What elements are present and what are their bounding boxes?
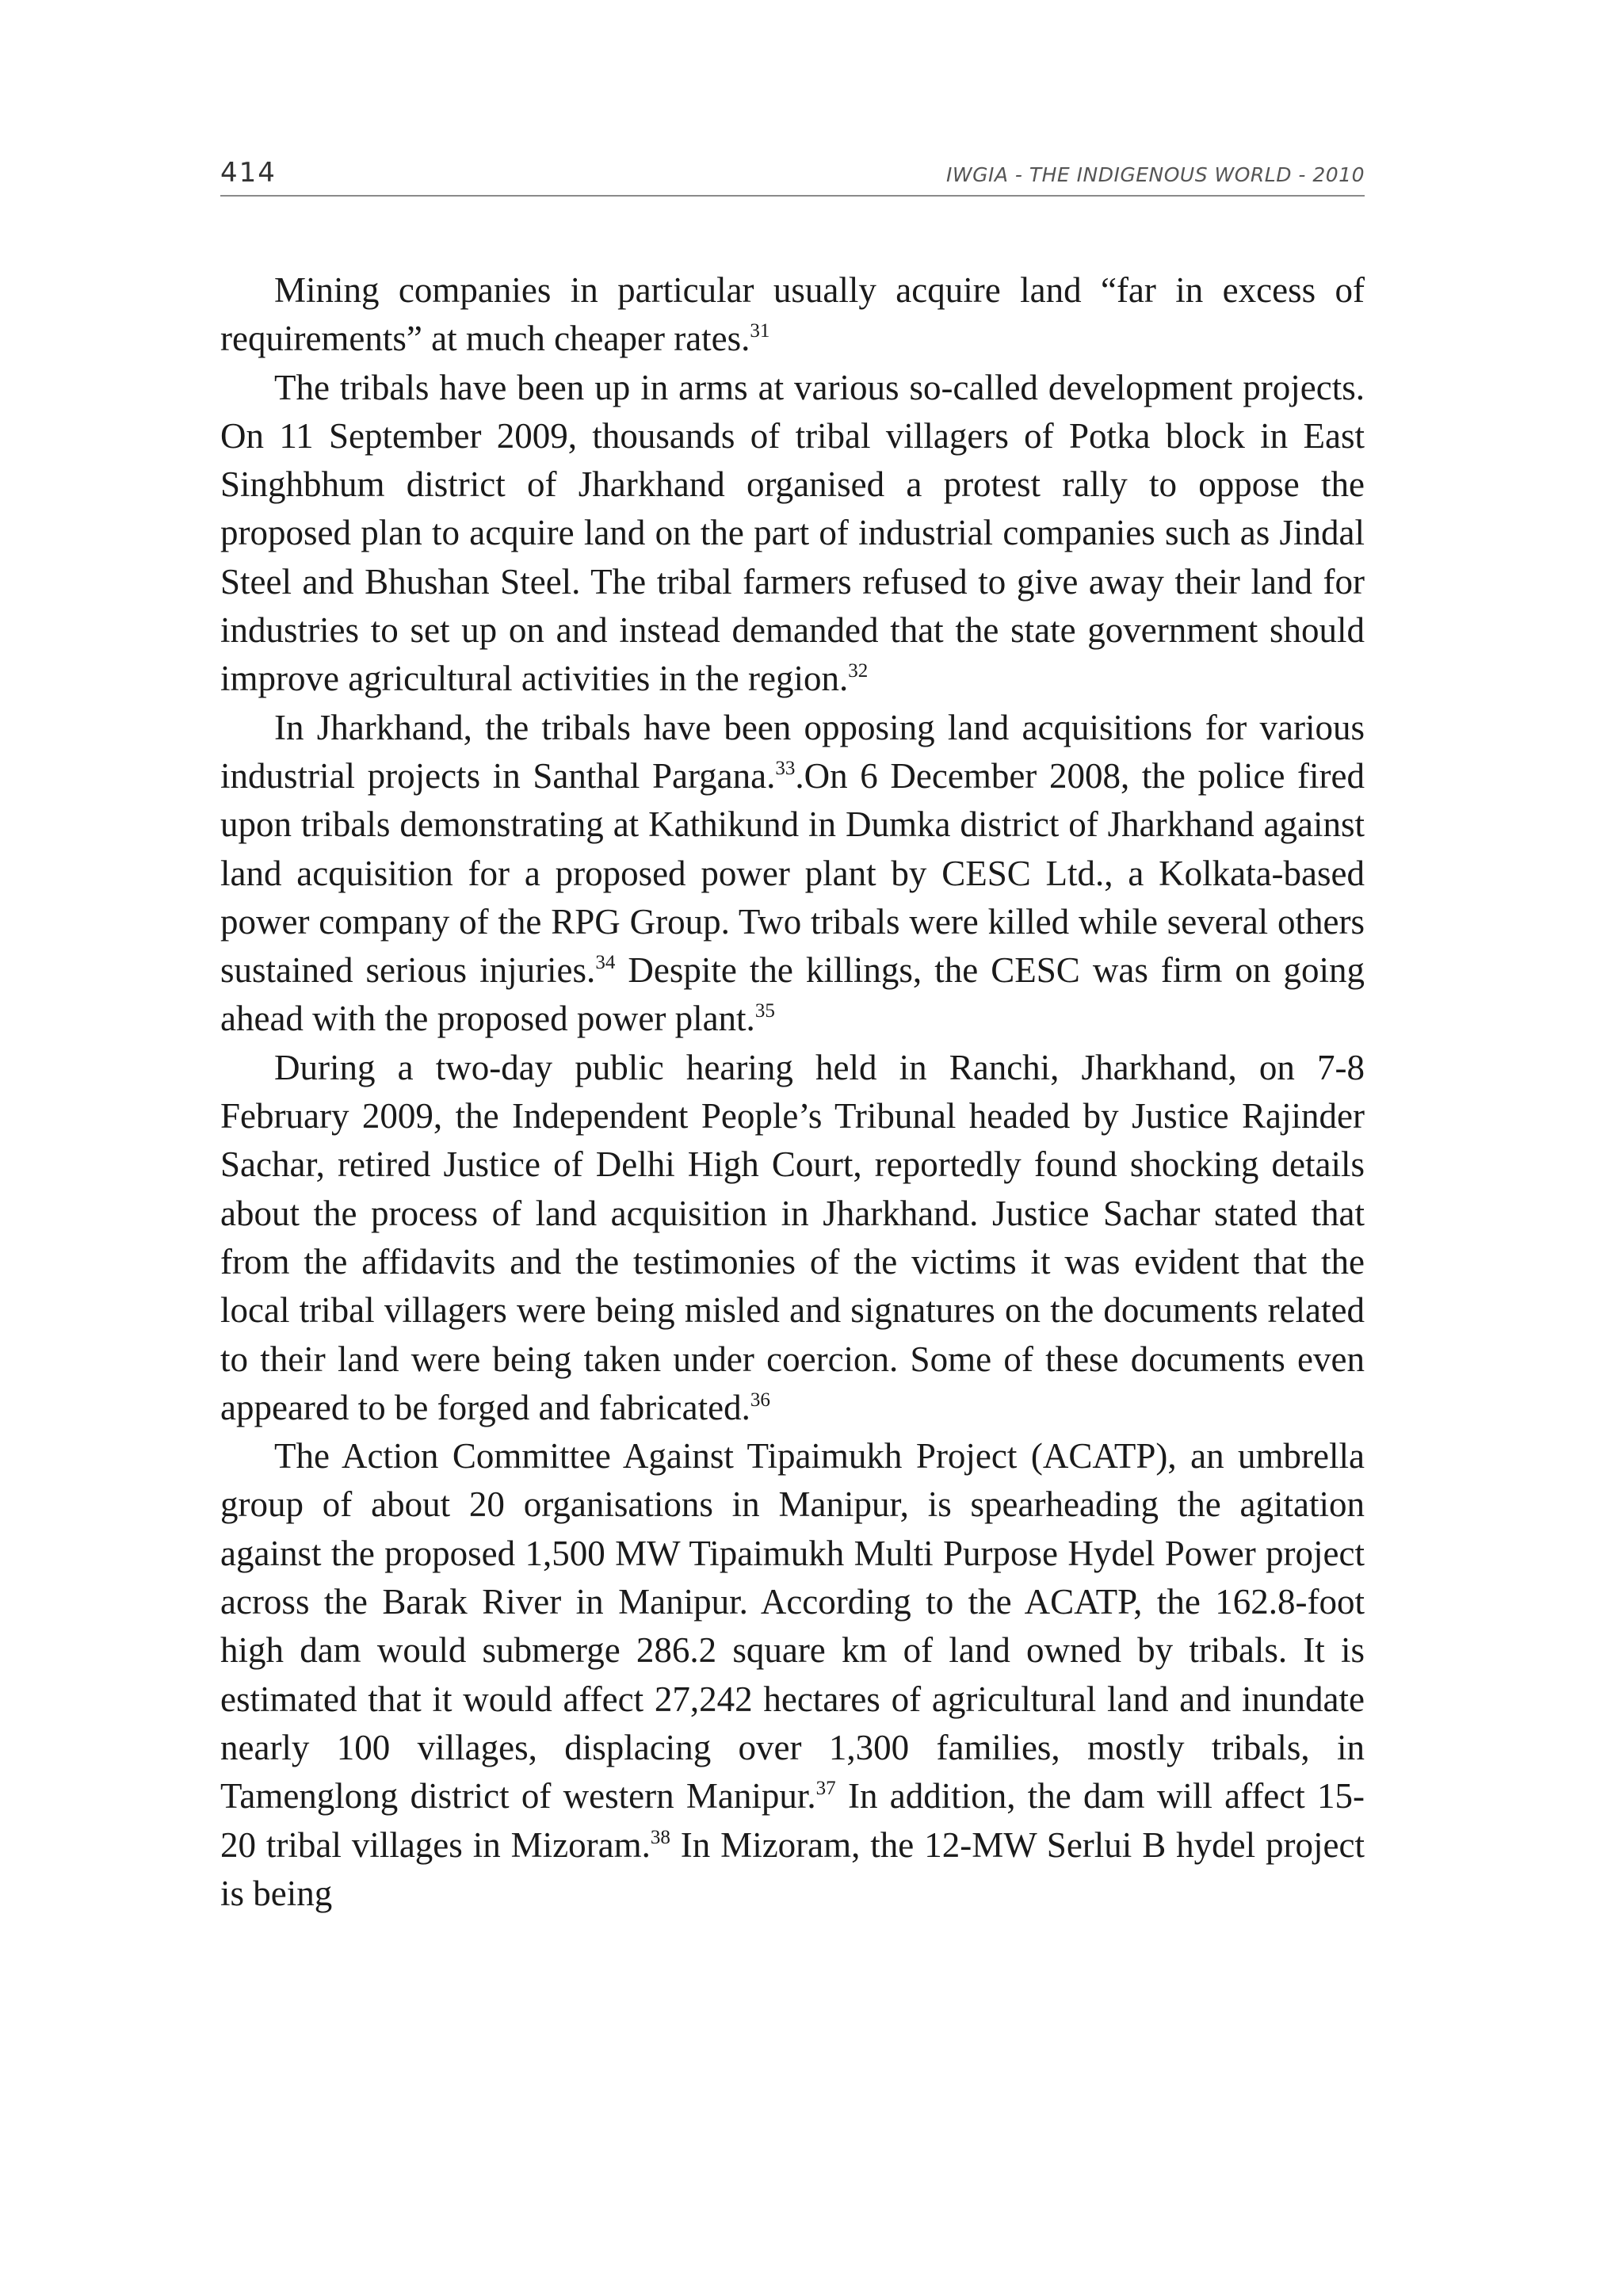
footnote-ref: 34	[595, 952, 616, 974]
footnote-ref: 38	[650, 1826, 670, 1848]
footnote-ref: 37	[815, 1778, 836, 1800]
running-head: IWGIA - THE INDIGENOUS WORLD - 2010	[945, 163, 1365, 186]
paragraph	[220, 266, 1365, 364]
footnote-ref: 32	[848, 660, 869, 682]
footnote-ref: 31	[750, 320, 770, 342]
footnote-ref: 35	[754, 1000, 775, 1022]
paragraph-text: During a two-day public hearing held in Ranchi, Jharkhand, on 7-8 February 2009, the Independent People’s Tribunal headed by Justice Rajinder Sachar, retired Justice of Delhi High Court, reportedly found shocking details about the process of land acquisition in Jharkhand. Justice Sachar stated that from the affidavits and the testimonies of the victims it was evident that the local tribal villagers were being misled and signatures on the documents related to their land were being taken under coercion. Some of these documents even appeared to be forged and fabricated.	[220, 1047, 1365, 1427]
paragraph-text: Despite the killings, the CESC was firm on going ahead with the proposed power plant.	[220, 950, 1365, 1039]
paragraph	[220, 364, 1365, 704]
paragraph	[220, 704, 1365, 1044]
paragraph-text: In Jharkhand, the tribals have been opposing land acquisitions for various industrial projects in Santhal Pargana.	[220, 707, 1365, 796]
paragraph-text: The tribals have been up in arms at various so-called development projects. On 11 September 2009, thousands of tribal villagers of Potka block in East Singhbhum district of Jharkhand organised a protest rally to oppose the proposed plan to acquire land on the part of industrial companies such as Jindal Steel and Bhushan Steel. The tribal farmers refused to give away their land for industries to set up on and instead demanded that the state government should improve agricultural activities in the region.	[220, 367, 1365, 699]
paragraph-text: .On 6 December 2008, the police fired upon tribals demonstrating at Kathikund in Dumka district of Jharkhand against land acquisition for a proposed power plant by CESC Ltd., a Kolkata-based power company of the RPG Group. Two tribals were killed while several others sustained serious injuries.	[220, 755, 1365, 991]
body-text	[220, 266, 1365, 1918]
page-header	[220, 155, 1365, 197]
paragraph-text: In Mizoram, the 12-MW Serlui B hydel project is being	[220, 1824, 1365, 1913]
paragraph-text: In addition, the dam will affect 15-20 tribal villages in Mizoram.	[220, 1776, 1365, 1865]
paragraph	[220, 1044, 1365, 1432]
page-number: 414	[220, 157, 277, 189]
footnote-ref: 33	[775, 757, 796, 779]
footnote-ref: 36	[750, 1389, 770, 1411]
paragraph-text: Mining companies in particular usually acquire land “far in excess of requirements” at much cheaper rates.	[220, 270, 1365, 359]
paragraph-text: The Action Committee Against Tipaimukh Project (ACATP), an umbrella group of about 20 organisations in Manipur, is spearheading the agitation against the proposed 1,500 MW Tipaimukh Multi Purpose Hydel Power project across the Barak River in Manipur. According to the ACATP, the 162.8-foot high dam would submerge 286.2 square km of land owned by tribals. It is estimated that it would affect 27,242 hectares of agricultural land and inundate nearly 100 villages, displacing over 1,300 families, mostly tribals, in Tamenglong district of western Manipur.	[220, 1436, 1365, 1817]
paragraph	[220, 1432, 1365, 1918]
